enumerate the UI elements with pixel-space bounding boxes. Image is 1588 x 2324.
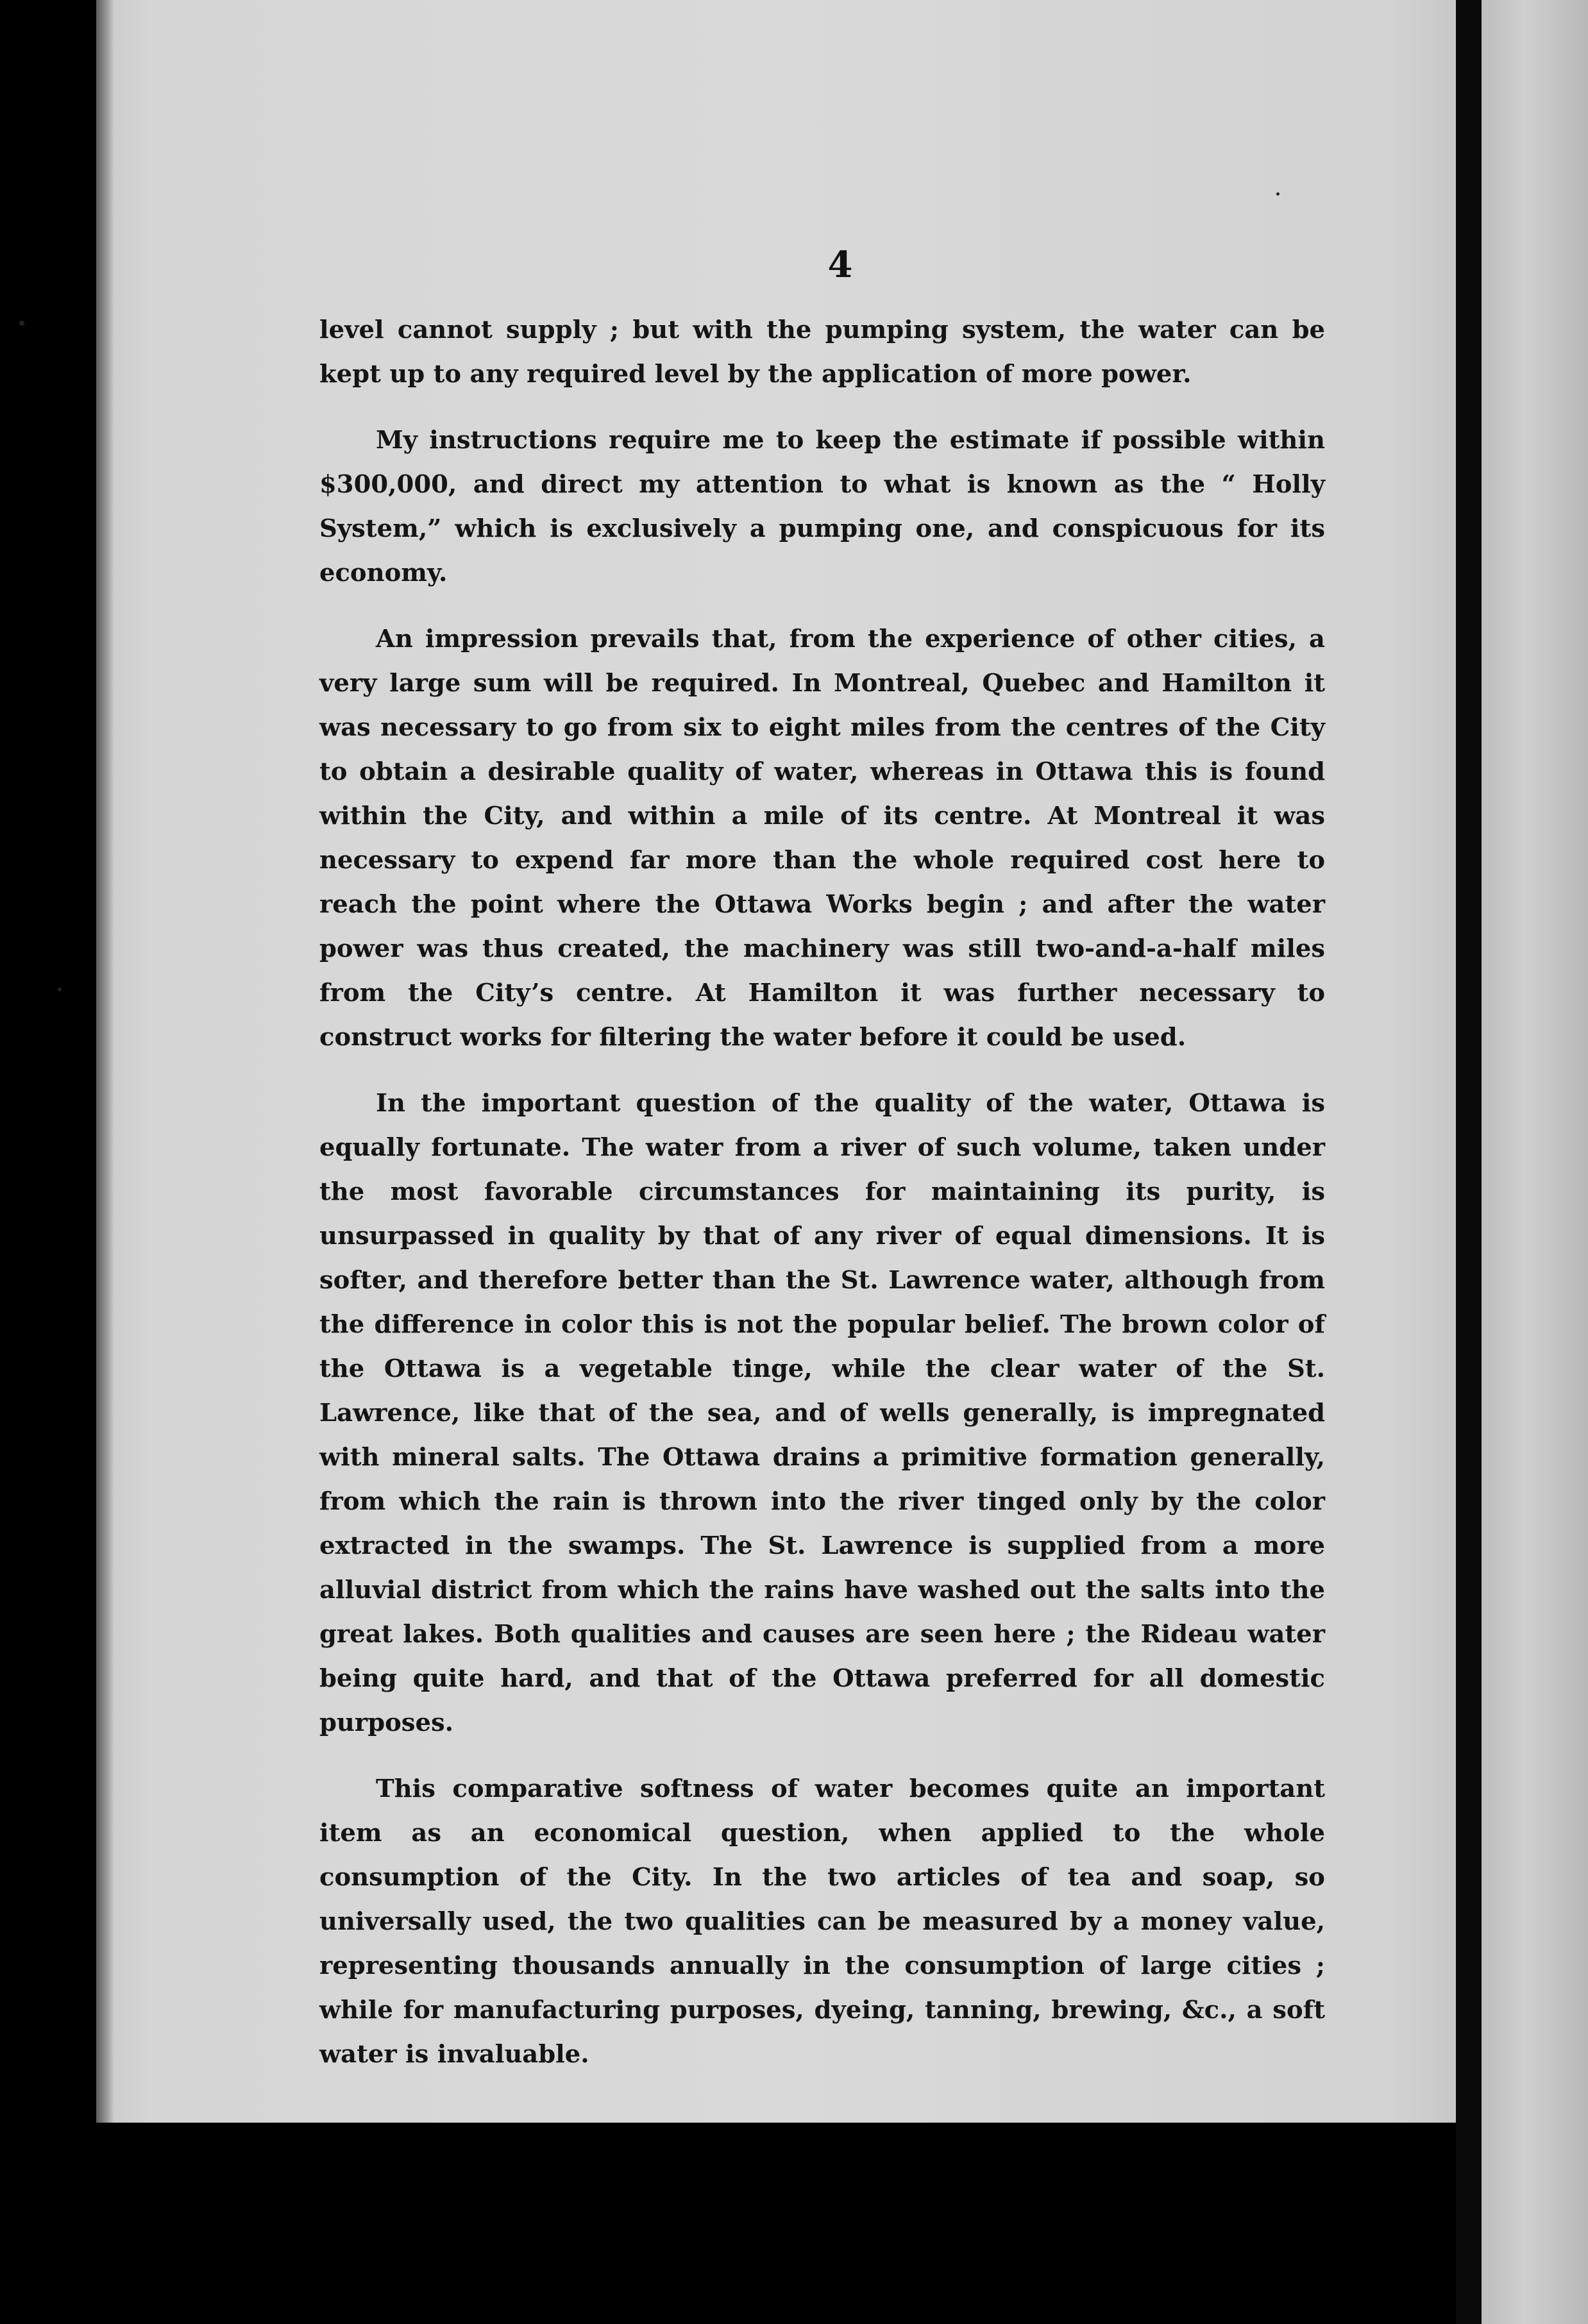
adjacent-page-edge <box>1482 0 1588 2324</box>
paragraph-5: This comparative softness of water becomes quite an important item as an economical question, when applied to the whole consumption of the City. In the two articles of tea and soap, so universally used, the two qualities can be measured by a money value, representing thousands annually in the consumption of large cities ; while for manufacturing purposes, dyeing, tanning, brewing, &c., a soft water is invaluable. <box>319 1774 1325 2069</box>
scan-speck <box>19 321 24 326</box>
scan-speck <box>1276 192 1280 196</box>
paragraph-3: An impression prevails that, from the experience of other cities, a very large sum will be required. In Montreal, Quebec and Hamilton it was necessary to go from six to eight miles from the centres of the City to obtain a desirable quality of water, whereas in Ottawa this is found within the City, and within a mile of its centre. At Montreal it was necessary to expend far more than the whole required cost here to reach the point where the Ottawa Works begin ; and after the water power was thus created, the machinery was still two-and-a-half miles from the City’s centre. At Hamilton it was further necessary to construct works for filtering the water before it could be used. <box>319 625 1325 1052</box>
paragraph-4: In the important question of the quality of the water, Ottawa is equally fortunate. The water from a river of such volume, taken under the most favorable circumstances for maintaining its purity, is unsurpassed in quality by that of any river of equal dimensions. It is softer, and therefore better than the St. Lawrence water, although from the difference in color this is not the popular belief. The brown color of the Ottawa is a vegetable tinge, while the clear water of the St. Lawrence, like that of the sea, and of wells generally, is impregnated with mineral salts. The Ottawa drains a primitive formation generally, from which the rain is thrown into the river tinged only by the color extracted in the swamps. The St. Lawrence is supplied from a more alluvial district from which the rains have washed out the salts into the great lakes. Both qualities and causes are seen here ; the Rideau water being quite hard, and that of the Ottawa preferred for all domestic purposes. <box>319 1089 1325 1737</box>
page-number: 4 <box>827 244 853 286</box>
paragraph-1: level cannot supply ; but with the pumping system, the water can be kept up to any required level by the application of more power. <box>319 316 1325 389</box>
page-left-edge-shadow <box>96 0 114 2123</box>
scan-speck <box>58 988 62 991</box>
paragraph-2: My instructions require me to keep the estimate if possible within $300,000, and direct my attention to what is known as the “ Holly System,” which is exclusively a pumping one, and conspicuous for its economy. <box>319 426 1325 587</box>
body-text <box>319 308 1325 2098</box>
page-gutter <box>1456 0 1482 2324</box>
